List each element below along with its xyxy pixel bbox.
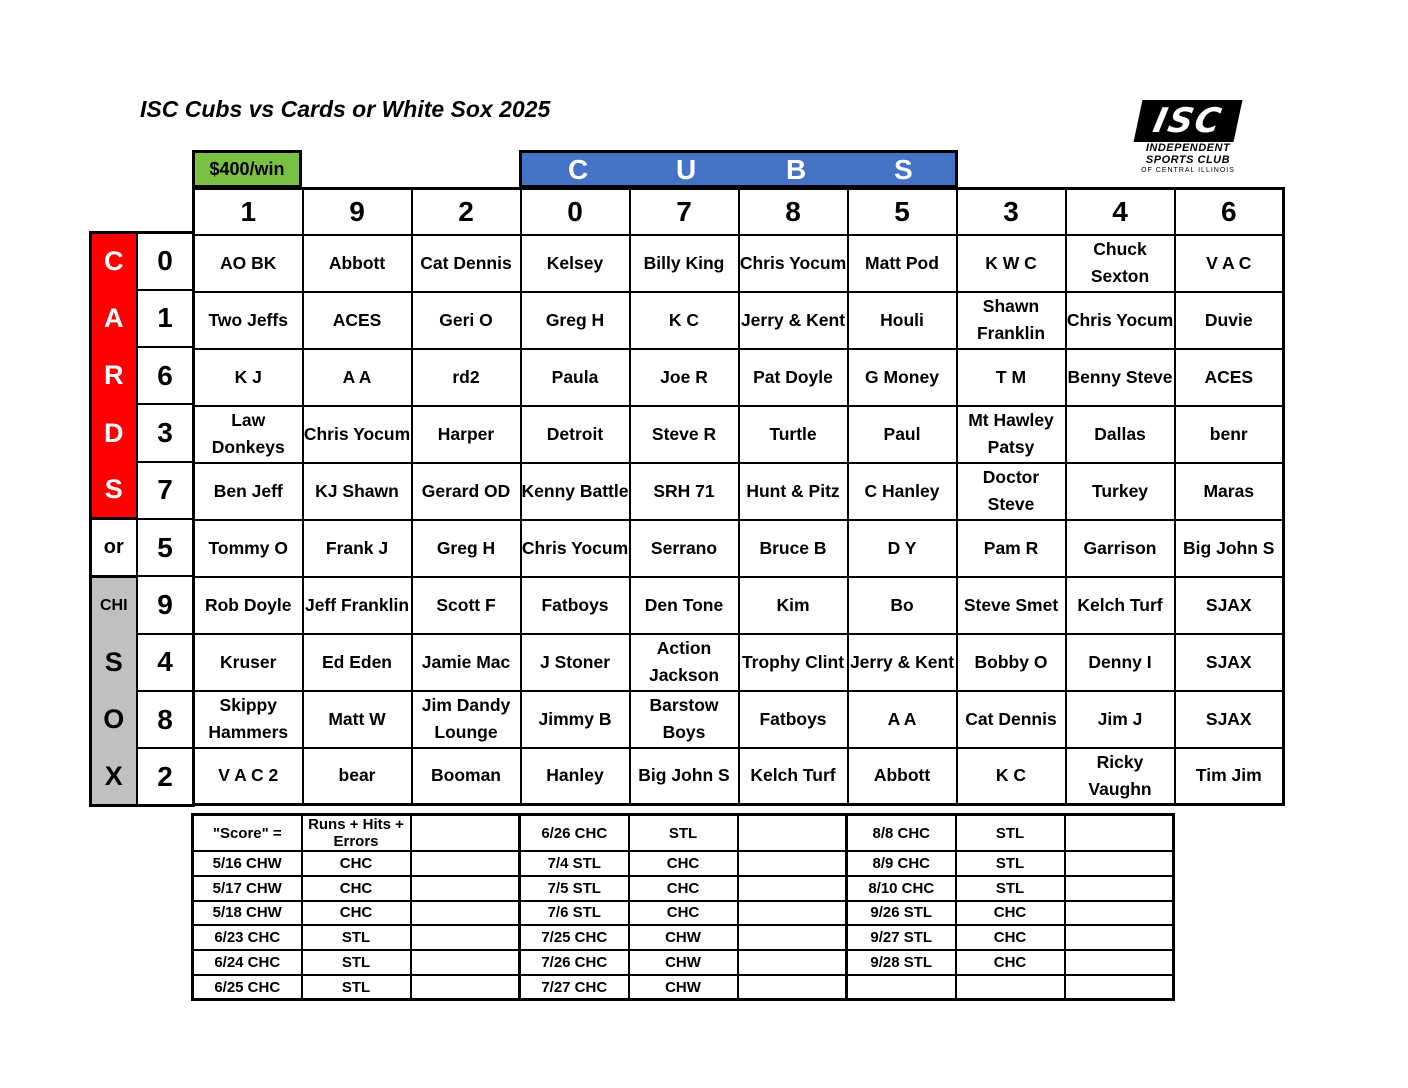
square-cell: Kelsey	[521, 235, 630, 292]
square-cell: Law Donkeys	[194, 406, 303, 463]
square-cell: Trophy Clint	[739, 634, 848, 691]
schedule-cell	[411, 851, 520, 876]
square-cell: K J	[194, 349, 303, 406]
team-label-letter: R	[91, 347, 137, 404]
square-cell: SRH 71	[630, 463, 739, 520]
square-cell: Kim	[739, 577, 848, 634]
square-cell: Greg H	[412, 520, 521, 577]
schedule-cell	[738, 950, 847, 975]
row-number: 2	[137, 748, 194, 805]
column-number: 1	[194, 189, 303, 235]
square-cell: SJAX	[1175, 691, 1284, 748]
square-cell: Duvie	[1175, 292, 1284, 349]
square-cell: Hunt & Pitz	[739, 463, 848, 520]
square-cell: Jim Dandy Lounge	[412, 691, 521, 748]
schedule-cell	[1065, 975, 1174, 1000]
square-cell: J Stoner	[521, 634, 630, 691]
square-cell: Serrano	[630, 520, 739, 577]
schedule-cell: 6/23 CHC	[193, 925, 302, 950]
square-cell: D Y	[848, 520, 957, 577]
square-cell: KJ Shawn	[303, 463, 412, 520]
schedule-cell	[738, 851, 847, 876]
square-cell: Frank J	[303, 520, 412, 577]
square-cell: Kruser	[194, 634, 303, 691]
schedule-cell: STL	[956, 815, 1065, 852]
schedule-cell	[1065, 901, 1174, 926]
square-cell: Steve R	[630, 406, 739, 463]
grid-row	[194, 349, 1284, 406]
schedule-cell: "Score" =	[193, 815, 302, 852]
square-cell: T M	[957, 349, 1066, 406]
row-number: 7	[137, 462, 194, 519]
column-number-row	[194, 189, 1284, 235]
square-cell: Ricky Vaughn	[1066, 748, 1175, 805]
column-number: 0	[521, 189, 630, 235]
schedule-cell: CHW	[629, 925, 738, 950]
grid-row	[194, 406, 1284, 463]
schedule-cell: Runs + Hits + Errors	[302, 815, 411, 852]
square-cell: Mt Hawley Patsy	[957, 406, 1066, 463]
schedule-row	[193, 975, 1174, 1000]
grid-row	[194, 634, 1284, 691]
schedule-cell: CHC	[302, 876, 411, 901]
square-cell: Skippy Hammers	[194, 691, 303, 748]
square-cell: K C	[957, 748, 1066, 805]
schedule-cell: 9/26 STL	[847, 901, 956, 926]
square-cell: Jamie Mac	[412, 634, 521, 691]
schedule-cell: STL	[302, 950, 411, 975]
square-cell: Booman	[412, 748, 521, 805]
square-cell: Bobby O	[957, 634, 1066, 691]
row-number: 3	[137, 404, 194, 461]
schedule-cell: 9/28 STL	[847, 950, 956, 975]
square-cell: Rob Doyle	[194, 577, 303, 634]
schedule-cell: 8/10 CHC	[847, 876, 956, 901]
cubs-banner	[519, 150, 958, 188]
schedule-cell: 7/6 STL	[520, 901, 629, 926]
schedule-row	[193, 901, 1174, 926]
square-cell: Abbott	[303, 235, 412, 292]
schedule-cell	[1065, 925, 1174, 950]
schedule-cell	[411, 950, 520, 975]
row-labels	[89, 231, 195, 807]
column-number: 7	[630, 189, 739, 235]
schedule-cell	[1065, 851, 1174, 876]
square-cell: Maras	[1175, 463, 1284, 520]
square-cell: Kelch Turf	[739, 748, 848, 805]
schedule-row	[193, 815, 1174, 852]
square-cell: Jerry & Kent	[739, 292, 848, 349]
square-cell: Den Tone	[630, 577, 739, 634]
team-label-letter: X	[91, 748, 137, 805]
cubs-letter: U	[676, 154, 697, 185]
square-cell: ACES	[1175, 349, 1284, 406]
schedule-cell: CHC	[956, 925, 1065, 950]
schedule-cell: CHC	[629, 901, 738, 926]
grid-row	[194, 235, 1284, 292]
square-cell: Ed Eden	[303, 634, 412, 691]
column-number: 8	[739, 189, 848, 235]
square-cell: Turkey	[1066, 463, 1175, 520]
square-cell: Harper	[412, 406, 521, 463]
square-cell: Pam R	[957, 520, 1066, 577]
square-cell: Chris Yocum	[521, 520, 630, 577]
square-cell: Denny I	[1066, 634, 1175, 691]
square-cell: Chris Yocum	[1066, 292, 1175, 349]
team-label-letter: S	[91, 462, 137, 519]
square-cell: Jeff Franklin	[303, 577, 412, 634]
cubs-letter: S	[894, 154, 913, 185]
row-number: 0	[137, 233, 194, 290]
schedule-cell	[411, 975, 520, 1000]
grid-row	[194, 748, 1284, 805]
column-number: 5	[848, 189, 957, 235]
schedule-cell: 7/25 CHC	[520, 925, 629, 950]
row-number: 1	[137, 290, 194, 347]
square-cell: C Hanley	[848, 463, 957, 520]
schedule-cell	[956, 975, 1065, 1000]
row-number: 6	[137, 347, 194, 404]
schedule-cell: 7/5 STL	[520, 876, 629, 901]
schedule-cell: CHC	[629, 851, 738, 876]
schedule-cell: 6/26 CHC	[520, 815, 629, 852]
row-number: 9	[137, 576, 194, 633]
square-cell: V A C	[1175, 235, 1284, 292]
logo-line-3: OF CENTRAL ILLINOIS	[1141, 167, 1235, 174]
square-cell: Kelch Turf	[1066, 577, 1175, 634]
schedule-cell: STL	[956, 876, 1065, 901]
schedule-cell	[411, 901, 520, 926]
square-cell: Geri O	[412, 292, 521, 349]
schedule-cell	[1065, 815, 1174, 852]
square-cell: K W C	[957, 235, 1066, 292]
square-cell: Steve Smet	[957, 577, 1066, 634]
schedule-cell: CHC	[956, 901, 1065, 926]
schedule-row	[193, 925, 1174, 950]
square-cell: Detroit	[521, 406, 630, 463]
square-cell: Benny Steve	[1066, 349, 1175, 406]
square-cell: Two Jeffs	[194, 292, 303, 349]
schedule-row	[193, 851, 1174, 876]
cubs-letter: B	[786, 154, 807, 185]
schedule-cell	[738, 925, 847, 950]
square-cell: benr	[1175, 406, 1284, 463]
schedule-cell: 9/27 STL	[847, 925, 956, 950]
square-cell: Big John S	[1175, 520, 1284, 577]
square-cell: Tommy O	[194, 520, 303, 577]
column-number: 9	[303, 189, 412, 235]
square-cell: Chris Yocum	[739, 235, 848, 292]
team-label-letter: C	[91, 233, 137, 290]
square-cell: AO BK	[194, 235, 303, 292]
grid-row	[194, 691, 1284, 748]
square-cell: Greg H	[521, 292, 630, 349]
column-number: 2	[412, 189, 521, 235]
schedule-cell	[411, 876, 520, 901]
square-cell: Shawn Franklin	[957, 292, 1066, 349]
square-cell: Matt W	[303, 691, 412, 748]
schedule-cell: 7/26 CHC	[520, 950, 629, 975]
column-number: 6	[1175, 189, 1284, 235]
square-cell: Abbott	[848, 748, 957, 805]
schedule-table	[191, 813, 1175, 1001]
square-cell: rd2	[412, 349, 521, 406]
square-cell: V A C 2	[194, 748, 303, 805]
schedule-cell: CHC	[302, 901, 411, 926]
schedule-cell: 8/9 CHC	[847, 851, 956, 876]
square-cell: SJAX	[1175, 577, 1284, 634]
square-cell: Paula	[521, 349, 630, 406]
square-cell: Billy King	[630, 235, 739, 292]
schedule-cell: STL	[302, 925, 411, 950]
schedule-row	[193, 950, 1174, 975]
square-cell: Jim J	[1066, 691, 1175, 748]
square-cell: Ben Jeff	[194, 463, 303, 520]
square-cell: Matt Pod	[848, 235, 957, 292]
schedule-cell: CHC	[629, 876, 738, 901]
square-cell: Gerard OD	[412, 463, 521, 520]
grid-row	[194, 292, 1284, 349]
square-cell: Bo	[848, 577, 957, 634]
cubs-letter: C	[568, 154, 589, 185]
square-cell: Turtle	[739, 406, 848, 463]
square-cell: Doctor Steve	[957, 463, 1066, 520]
square-cell: Jimmy B	[521, 691, 630, 748]
schedule-cell	[738, 876, 847, 901]
square-cell: Big John S	[630, 748, 739, 805]
schedule-cell: 6/24 CHC	[193, 950, 302, 975]
row-number: 4	[137, 634, 194, 691]
square-cell: Cat Dennis	[412, 235, 521, 292]
team-label-letter: A	[91, 290, 137, 347]
square-cell: Jerry & Kent	[848, 634, 957, 691]
schedule-cell: 5/18 CHW	[193, 901, 302, 926]
square-cell: A A	[848, 691, 957, 748]
schedule-row	[193, 876, 1174, 901]
square-cell: ACES	[303, 292, 412, 349]
square-cell: Scott F	[412, 577, 521, 634]
squares-grid	[192, 187, 1285, 806]
schedule-cell: CHC	[956, 950, 1065, 975]
logo-mark: ISC	[1133, 100, 1242, 142]
square-cell: Tim Jim	[1175, 748, 1284, 805]
square-cell: Chris Yocum	[303, 406, 412, 463]
page-title: ISC Cubs vs Cards or White Sox 2025	[140, 96, 551, 122]
row-number: 8	[137, 691, 194, 748]
square-cell: K C	[630, 292, 739, 349]
row-number: 5	[137, 519, 194, 576]
square-cell: G Money	[848, 349, 957, 406]
square-cell: Joe R	[630, 349, 739, 406]
schedule-cell	[847, 975, 956, 1000]
schedule-cell	[411, 925, 520, 950]
square-cell: Garrison	[1066, 520, 1175, 577]
square-cell: Dallas	[1066, 406, 1175, 463]
square-cell: Fatboys	[739, 691, 848, 748]
schedule-cell	[738, 975, 847, 1000]
square-cell: SJAX	[1175, 634, 1284, 691]
schedule-cell: 6/25 CHC	[193, 975, 302, 1000]
square-cell: Chuck Sexton	[1066, 235, 1175, 292]
square-cell: Kenny Battle	[521, 463, 630, 520]
column-number: 3	[957, 189, 1066, 235]
square-cell: Houli	[848, 292, 957, 349]
column-number: 4	[1066, 189, 1175, 235]
schedule-cell: CHC	[302, 851, 411, 876]
prize-per-win: $400/win	[192, 150, 302, 188]
square-cell: Paul	[848, 406, 957, 463]
team-label-letter: O	[91, 691, 137, 748]
schedule-cell: 8/8 CHC	[847, 815, 956, 852]
team-label-letter: D	[91, 404, 137, 461]
square-cell: Fatboys	[521, 577, 630, 634]
schedule-cell	[1065, 876, 1174, 901]
schedule-cell: 5/16 CHW	[193, 851, 302, 876]
schedule-cell: STL	[302, 975, 411, 1000]
square-cell: Hanley	[521, 748, 630, 805]
square-cell: bear	[303, 748, 412, 805]
schedule-cell	[738, 815, 847, 852]
grid-row	[194, 463, 1284, 520]
team-label-letter: or	[91, 519, 137, 576]
schedule-cell: 7/27 CHC	[520, 975, 629, 1000]
schedule-cell	[738, 901, 847, 926]
grid-row	[194, 520, 1284, 577]
schedule-cell: 5/17 CHW	[193, 876, 302, 901]
schedule-cell: 7/4 STL	[520, 851, 629, 876]
isc-logo	[1108, 100, 1268, 175]
square-cell: Pat Doyle	[739, 349, 848, 406]
square-cell: Bruce B	[739, 520, 848, 577]
schedule-cell: CHW	[629, 975, 738, 1000]
team-label-letter: S	[91, 634, 137, 691]
square-cell: Action Jackson	[630, 634, 739, 691]
schedule-cell: STL	[629, 815, 738, 852]
schedule-cell	[411, 815, 520, 852]
grid-row	[194, 577, 1284, 634]
schedule-cell	[1065, 950, 1174, 975]
square-cell: A A	[303, 349, 412, 406]
team-label-letter: CHI	[91, 576, 137, 633]
square-cell: Barstow Boys	[630, 691, 739, 748]
logo-line-1: INDEPENDENT	[1145, 142, 1231, 154]
schedule-cell: CHW	[629, 950, 738, 975]
logo-line-2: SPORTS CLUB	[1145, 154, 1231, 166]
schedule-cell: STL	[956, 851, 1065, 876]
square-cell: Cat Dennis	[957, 691, 1066, 748]
